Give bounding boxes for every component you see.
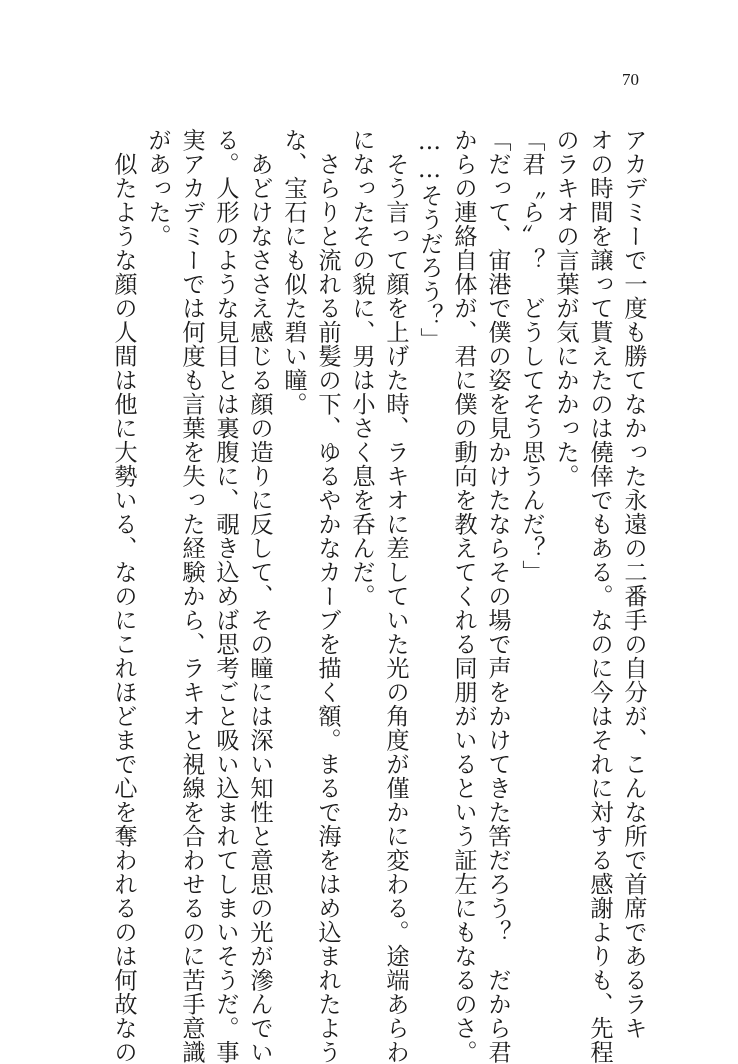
text-line: になったその貌に、男は小さく息を呑んだ。 bbox=[348, 128, 375, 608]
text-line: 「だって、宙港で僕の姿を見かけたならその場で声をかけてきた筈だろう？ だから君 bbox=[484, 128, 511, 1064]
page-number: 70 bbox=[622, 70, 639, 89]
text-line: ……そうだろう？」 bbox=[416, 128, 443, 352]
text-line: さらりと流れる前髪の下、ゆるやかなカーブを描く額。まるで海をはめ込まれたよう bbox=[314, 128, 341, 1064]
text-line: 「君〝ら〟？ どうしてそう思うんだ？」 bbox=[518, 128, 545, 584]
text-line: からの連絡自体が、君に僕の動向を教えてくれる同朋がいるという証左にもなるのさ。 bbox=[450, 128, 477, 1064]
text-line: な、宝石にも似た碧い瞳。 bbox=[280, 128, 307, 416]
text-line: 実アカデミーでは何度も言葉を失った経験から、ラキオと視線を合わせるのに苦手意識 bbox=[178, 128, 205, 1064]
text-line: があった。 bbox=[144, 128, 171, 248]
text-line: アカデミーで一度も勝てなかった永遠の二番手の自分が、こんな所で首席であるラキ bbox=[620, 128, 647, 1040]
text-line: 似たような顔の人間は他に大勢いる、なのにこれほどまで心を奪われるのは何故なの bbox=[110, 128, 137, 1064]
text-line: あどけなささえ感じる顔の造りに反して、その瞳には深い知性と意思の光が滲んでい bbox=[246, 128, 273, 1064]
text-line: そう言って顔を上げた時、ラキオに差していた光の角度が僅かに変わる。途端あらわ bbox=[382, 128, 409, 1064]
text-line: る。人形のような見目とは裏腹に、覗き込めば思考ごと吸い込まれてしまいそうだ。事 bbox=[212, 128, 239, 1064]
text-line: のラキオの言葉が気にかかった。 bbox=[552, 128, 579, 488]
text-line: オの時間を譲って貰えたのは僥倖でもある。なのに今はそれに対する感謝よりも、先程 bbox=[586, 128, 613, 1064]
